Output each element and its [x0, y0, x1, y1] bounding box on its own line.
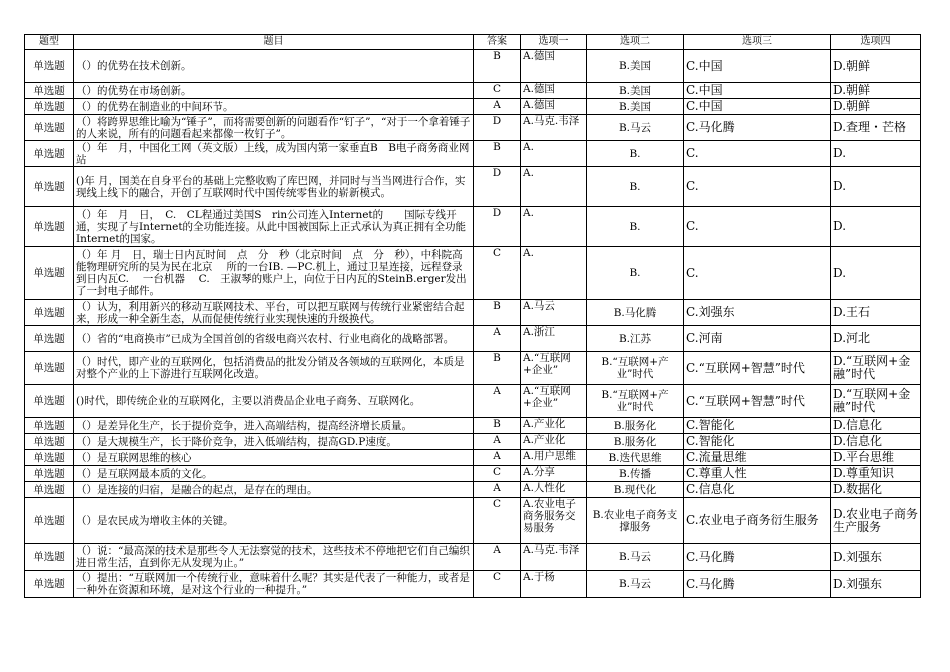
cell-question: （）省的“电商换市”已成为全国首创的省级电商兴农村、行业电商化的战略部署。: [74, 326, 474, 352]
cell-option-b: B.服务化: [587, 418, 684, 434]
cell-type: 单选题: [25, 326, 74, 352]
cell-option-c: C.: [684, 141, 831, 167]
cell-option-b: B.现代化: [587, 482, 684, 498]
cell-question: ()年 月，国美在自身平台的基础上完整收购了库巴网，并同时与当当网进行合作，实现线上线下的融合，开创了互联网时代中国传统零售业的崭新模式。: [74, 167, 474, 207]
cell-option-d: D.尊重知识: [831, 466, 921, 482]
table-row: [25, 300, 921, 326]
cell-answer: A: [474, 99, 521, 115]
cell-question: （）是互联网思维的核心: [74, 450, 474, 466]
cell-option-d: D.朝鲜: [831, 83, 921, 99]
table-row: [25, 385, 921, 418]
cell-option-b: B.江苏: [587, 326, 684, 352]
cell-type: 单选题: [25, 434, 74, 450]
cell-question: （）是互联网最本质的文化。: [74, 466, 474, 482]
cell-answer: B: [474, 300, 521, 326]
cell-option-b: B.马云: [587, 544, 684, 571]
cell-answer: B: [474, 418, 521, 434]
cell-option-a: A.马克.韦泽: [521, 544, 587, 571]
table-row: [25, 544, 921, 571]
header-option-d: 选项四: [831, 35, 921, 50]
cell-answer: C: [474, 247, 521, 300]
cell-option-c: C.中国: [684, 99, 831, 115]
cell-option-b: B.美国: [587, 50, 684, 83]
header-answer: 答案: [474, 35, 521, 50]
cell-answer: B: [474, 50, 521, 83]
cell-option-a: A.德国: [521, 83, 587, 99]
cell-option-d: D.: [831, 247, 921, 300]
header-row: [25, 35, 921, 50]
cell-type: 单选题: [25, 50, 74, 83]
cell-question: （）说：“最高深的技术是那些令人无法察觉的技术，这些技术不停地把它们自己编织进日常生活，直到你无从发现为止。”: [74, 544, 474, 571]
cell-option-a: A.产业化: [521, 434, 587, 450]
cell-option-d: D.数据化: [831, 482, 921, 498]
cell-question: （）是差异化生产，长于提价竞争，进入高端结构，提高经济增长质量。: [74, 418, 474, 434]
cell-answer: D: [474, 167, 521, 207]
cell-option-c: C.河南: [684, 326, 831, 352]
cell-option-a: A.德国: [521, 50, 587, 83]
cell-option-d: D.: [831, 167, 921, 207]
cell-option-d: D.刘强东: [831, 544, 921, 571]
cell-answer: A: [474, 434, 521, 450]
cell-type: 单选题: [25, 544, 74, 571]
cell-option-d: D.信息化: [831, 434, 921, 450]
cell-question: （）时代，即产业的互联网化，包括消费品的批发分销及各领域的互联网化，本质是对整个产业的上下游进行互联网化改造。: [74, 352, 474, 385]
table-row: [25, 498, 921, 544]
cell-option-c: C.智能化: [684, 434, 831, 450]
cell-option-d: D.: [831, 207, 921, 247]
header-type: 题型: [25, 35, 74, 50]
cell-type: 单选题: [25, 450, 74, 466]
cell-option-a: A.: [521, 247, 587, 300]
cell-answer: C: [474, 83, 521, 99]
cell-option-b: B.马化腾: [587, 300, 684, 326]
table-row: [25, 450, 921, 466]
cell-option-b: B.: [587, 247, 684, 300]
cell-type: 单选题: [25, 167, 74, 207]
cell-answer: C: [474, 466, 521, 482]
cell-answer: A: [474, 450, 521, 466]
table-row: [25, 571, 921, 598]
cell-option-a: A.: [521, 141, 587, 167]
cell-option-d: D.朝鲜: [831, 99, 921, 115]
table-row: [25, 466, 921, 482]
cell-option-c: C.中国: [684, 50, 831, 83]
cell-option-b: B.“互联网+产业”时代: [587, 352, 684, 385]
cell-answer: C: [474, 498, 521, 544]
header-question: 题目: [74, 35, 474, 50]
cell-question: （）年 月 日，瑞士日内瓦时间 点 分 秒（北京时间 点 分 秒），中科院高能物理研究所的吴为民在北京 所的一台IB. —PC.机上，通过卫星连接，远程登录到日内瓦C. 一台机器 C. 王淑琴的账户上，向位于日内瓦的SteinB.erger发出了一封电子邮件。: [74, 247, 474, 300]
cell-type: 单选题: [25, 498, 74, 544]
cell-option-d: D.平台思维: [831, 450, 921, 466]
cell-answer: A: [474, 544, 521, 571]
cell-type: 单选题: [25, 247, 74, 300]
cell-type: 单选题: [25, 571, 74, 598]
cell-type: 单选题: [25, 352, 74, 385]
cell-option-b: B.传播: [587, 466, 684, 482]
cell-type: 单选题: [25, 466, 74, 482]
cell-option-a: A.浙江: [521, 326, 587, 352]
cell-option-c: C.: [684, 207, 831, 247]
cell-option-b: B.: [587, 167, 684, 207]
cell-option-a: A.: [521, 207, 587, 247]
cell-question: （）的优势在技术创新。: [74, 50, 474, 83]
cell-type: 单选题: [25, 99, 74, 115]
cell-answer: A: [474, 482, 521, 498]
cell-option-a: A.人性化: [521, 482, 587, 498]
cell-option-a: A.: [521, 167, 587, 207]
table-row: [25, 99, 921, 115]
cell-question: （）提出：“互联网加一个传统行业，意味着什么呢？其实是代表了一种能力，或者是一种外在资源和环境，是对这个行业的一种提升。”: [74, 571, 474, 598]
cell-question: （）是大规模生产，长于降价竞争，进入低端结构，提高GD.P速度。: [74, 434, 474, 450]
cell-option-c: C.马化腾: [684, 571, 831, 598]
cell-option-a: A.于杨: [521, 571, 587, 598]
cell-question: （）将跨界思维比喻为“锤子”，而将需要创新的问题看作“钉子”，“对于一个拿着锤子的人来说，所有的问题看起来都像一枚钉子”。: [74, 115, 474, 141]
cell-option-b: B.马云: [587, 115, 684, 141]
cell-option-d: D.农业电子商务生产服务: [831, 498, 921, 544]
cell-type: 单选题: [25, 115, 74, 141]
table-row: [25, 83, 921, 99]
cell-option-c: C.马化腾: [684, 115, 831, 141]
cell-type: 单选题: [25, 300, 74, 326]
cell-type: 单选题: [25, 385, 74, 418]
table-row: [25, 247, 921, 300]
header-option-b: 选项二: [587, 35, 684, 50]
cell-option-c: C.“互联网+智慧”时代: [684, 385, 831, 418]
cell-option-d: D.: [831, 141, 921, 167]
cell-option-b: B.服务化: [587, 434, 684, 450]
cell-option-a: A.“互联网+企业”: [521, 352, 587, 385]
cell-question: （）的优势在制造业的中间环节。: [74, 99, 474, 115]
cell-option-d: D.朝鲜: [831, 50, 921, 83]
header-option-c: 选项三: [684, 35, 831, 50]
cell-option-d: D.信息化: [831, 418, 921, 434]
cell-question: （）是连接的归宿，是融合的起点，是存在的理由。: [74, 482, 474, 498]
cell-option-c: C.流量思维: [684, 450, 831, 466]
question-table: [24, 34, 921, 598]
cell-option-b: B.美国: [587, 99, 684, 115]
cell-answer: A: [474, 385, 521, 418]
cell-question: （）年 月，中国化工网（英文版）上线，成为国内第一家垂直B B电子商务商业网站: [74, 141, 474, 167]
cell-option-b: B.马云: [587, 571, 684, 598]
cell-option-a: A.“互联网+企业”: [521, 385, 587, 418]
cell-option-a: A.德国: [521, 99, 587, 115]
cell-option-a: A.马克.韦泽: [521, 115, 587, 141]
cell-question: （）年 月 日， C. CL程通过美国S rin公司连入Internet的 国际专线开通，实现了与Internet的全功能连接。从此中国被国际上正式承认为真正拥有全功能Internet的国家。: [74, 207, 474, 247]
cell-option-c: C.刘强东: [684, 300, 831, 326]
cell-type: 单选题: [25, 141, 74, 167]
cell-option-b: B.农业电子商务支撑服务: [587, 498, 684, 544]
cell-option-c: C.尊重人性: [684, 466, 831, 482]
cell-option-b: B.: [587, 207, 684, 247]
cell-option-c: C.“互联网+智慧”时代: [684, 352, 831, 385]
cell-option-c: C.马化腾: [684, 544, 831, 571]
cell-option-a: A.农业电子商务服务交易服务: [521, 498, 587, 544]
cell-option-a: A.马云: [521, 300, 587, 326]
cell-type: 单选题: [25, 83, 74, 99]
table-row: [25, 167, 921, 207]
cell-option-b: B.“互联网+产业”时代: [587, 385, 684, 418]
cell-option-a: A.产业化: [521, 418, 587, 434]
cell-answer: D: [474, 207, 521, 247]
cell-option-d: D.查理・芒格: [831, 115, 921, 141]
cell-option-d: D.“互联网+金融”时代: [831, 352, 921, 385]
cell-option-d: D.刘强东: [831, 571, 921, 598]
cell-type: 单选题: [25, 418, 74, 434]
cell-option-c: C.农业电子商务衍生服务: [684, 498, 831, 544]
cell-type: 单选题: [25, 207, 74, 247]
cell-question: （）认为，利用新兴的移动互联网技术、平台，可以把互联网与传统行业紧密结合起来，形成一种全新生态，从而促使传统行业实现快速的升级换代。: [74, 300, 474, 326]
cell-option-d: D.河北: [831, 326, 921, 352]
cell-answer: D: [474, 115, 521, 141]
cell-answer: B: [474, 352, 521, 385]
cell-type: 单选题: [25, 482, 74, 498]
table-row: [25, 326, 921, 352]
cell-question: （）是农民成为增收主体的关键。: [74, 498, 474, 544]
cell-option-d: D.“互联网+金融”时代: [831, 385, 921, 418]
cell-option-c: C.: [684, 167, 831, 207]
cell-option-d: D.王石: [831, 300, 921, 326]
cell-question: ()时代，即传统企业的互联网化，主要以消费品企业电子商务、互联网化。: [74, 385, 474, 418]
cell-option-c: C.中国: [684, 83, 831, 99]
cell-answer: C: [474, 571, 521, 598]
cell-option-a: A.分享: [521, 466, 587, 482]
cell-option-c: C.: [684, 247, 831, 300]
cell-option-a: A.用户思维: [521, 450, 587, 466]
cell-question: （）的优势在市场创新。: [74, 83, 474, 99]
cell-answer: B: [474, 141, 521, 167]
cell-option-b: B.美国: [587, 83, 684, 99]
table-row: [25, 482, 921, 498]
table-row: [25, 207, 921, 247]
cell-option-b: B.迭代思维: [587, 450, 684, 466]
table-row: [25, 418, 921, 434]
header-option-a: 选项一: [521, 35, 587, 50]
table-row: [25, 434, 921, 450]
table-row: [25, 352, 921, 385]
table-row: [25, 50, 921, 83]
table-row: [25, 141, 921, 167]
cell-option-c: C.智能化: [684, 418, 831, 434]
cell-option-c: C.信息化: [684, 482, 831, 498]
table-row: [25, 115, 921, 141]
cell-answer: A: [474, 326, 521, 352]
cell-option-b: B.: [587, 141, 684, 167]
